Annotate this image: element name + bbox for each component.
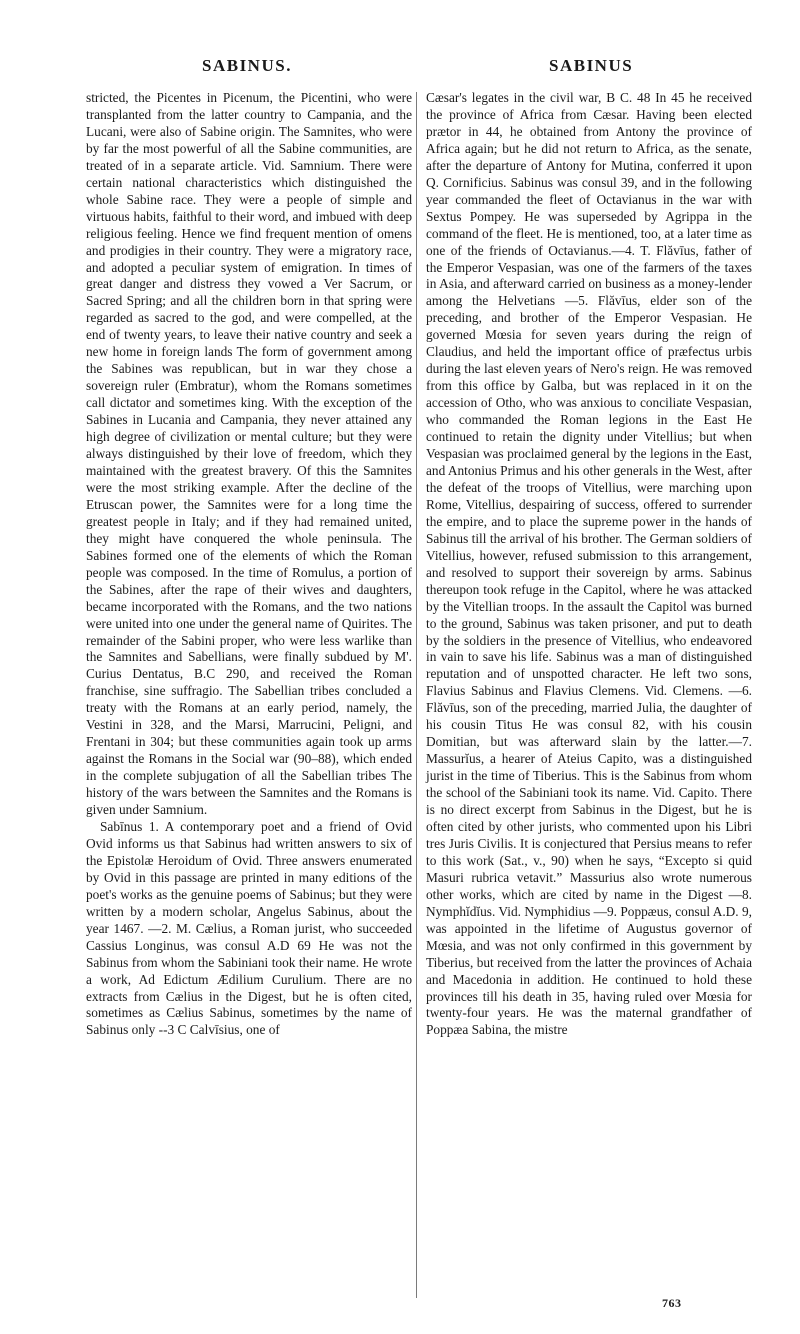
left-column — [86, 90, 412, 1039]
page-number: 763 — [662, 1296, 682, 1310]
running-head-left: SABINUS. — [202, 56, 292, 75]
entry-sabini-continued: stricted, the Picentes in Picenum, the Picentini, who were transplanted from the latter country to Campania, and the Lucani, were also of Sabine origin. The Samnites, who were by far the most powerful of all the Sabine communities, are treated of in a separate article. Vid. Samnium. There were certain national characteristics which distinguished the whole Sabine race. They were a people of simple and virtuous habits, faithful to their word, and imbued with deep religious feeling. Hence we find frequent mention of omens and prodigies in their country. They were a migratory race, and adopted a peculiar system of emigration. In times of great danger and distress they vowed a Ver Sacrum, or Sacred Spring; and all the children born in that spring were regarded as sacred to the god, and were compelled, at the end of twenty years, to leave their native country and seek a new home in foreign lands The form of government among the Sabines was republican, but in war they chose a sovereign ruler (Embratur), whom the Romans sometimes call dictator and sometimes king. With the exception of the Sabines in Lucania and Campania, they never attained any high degree of civilization or mental culture; but they were always distinguished by their love of freedom, which they maintained with the greatest bravery. Of this the Samnites were the most striking example. After the decline of the Etruscan power, the Samnites were for a long time the greatest people in Italy; and if they had remained united, they might have conquered the whole peninsula. The Sabines formed one of the elements of which the Roman people was composed. In the time of Romulus, a portion of the Sabines, after the rape of their wives and daughters, became incorporated with the Romans, and the two nations were united into one under the general name of Quirites. The remainder of the Sabini proper, who were less warlike than the Samnites and Sabellians, were finally subdued by M'. Curius Dentatus, B.C 290, and received the Roman franchise, sine suffragio. The Sabellian tribes concluded a treaty with the Romans at an early period, namely, the Vestini in 328, and the Marsi, Marrucini, Peligni, and Frentani in 304; but these communities again took up arms against the Romans in the Social war (90–88), which ended in the complete subjugation of all the Sabellian tribes The history of the wars between the Samnites and the Romans is given under Samnium. — [86, 90, 412, 818]
entry-sabinus-continued: Cæsar's legates in the civil war, B C. 48 In 45 he received the province of Africa from Cæsar. Having been elected prætor in 44, he obtained from Antony the province of Africa again; but he did not return to Africa, as the senate, after the departure of Antony for Mutina, conferred it upon Q. Cornificius. Sabinus was consul 39, and in the following year commanded the fleet of Octavianus in the war with Sextus Pompey. He was superseded by Agrippa in the command of the fleet. He is mentioned, too, at a later time as one of the friends of Octavianus.—4. T. Flăvīus, father of the Emperor Vespasian, was one of the farmers of the taxes in Asia, and afterward carried on business as a money-lender among the Helvetians —5. Flăvīus, elder son of the preceding, and brother of the Emperor Vespasian. He governed Mœsia for seven years during the reign of Claudius, and held the important office of præfectus urbis during the last eleven years of Nero's reign. He was removed from this office by Galba, but was replaced in it on the accession of Otho, who was anxious to conciliate Vespasian, who commanded the Roman legions in the East He continued to retain the dignity under Vitellius; but when Vespasian was proclaimed general by the legions in the East, and Antonius Primus and his other generals in the West, after the defeat of the troops of Vitellius, were marching upon Rome, Vitellius, despairing of success, offered to surrender the empire, and to place the supreme power in the hands of Sabinus till the arrival of his brother. The German soldiers of Vitellius, however, refused submission to this arrangement, and resolved to support their sovereign by arms. Sabinus thereupon took refuge in the Capitol, where he was attacked by the Vitellian troops. In the assault the Capitol was burned to the ground, Sabinus was taken prisoner, and put to death by the soldiers in the presence of Vitellius, who endeavored in vain to save his life. Sabinus was a man of distinguished reputation and of unspotted character. He left two sons, Flavius Sabinus and Flavius Clemens. Vid. Clemens. —6. Flăvīus, son of the preceding, married Julia, the daughter of his cousin Titus He was consul 82, with his cousin Domitian, but was afterward slain by the latter.—7. Massurĭus, a hearer of Ateius Capito, was a distinguished jurist in the time of Tiberius. This is the Sabinus from whom the school of the Sabiniani took its name. Vid. Capito. There is no direct excerpt from Sabinus in the Digest, but he is often cited by other jurists, who commented upon his Libri tres Juris Civilis. It is conjectured that Persius means to refer to this work (Sat., v., 90) when he says, “Excepto si quid Masuri rubrica vetavit.” Massurius also wrote numerous other works, which are cited by name in the Digest —8. Nymphĭdĭus. Vid. Nymphidius —9. Poppæus, consul A.D. 9, was appointed in the lifetime of Augustus governor of Mœsia, and was not only confirmed in this government by Tiberius, but received from the latter the provinces of Achaia and Macedonia in addition. He continued to hold these provinces till his death in 35, having ruled over Mœsia for twenty-four years. He was the maternal grandfather of Poppæa Sabina, the mistre — [426, 90, 752, 1038]
column-divider — [416, 92, 417, 1298]
running-head-right: SABINUS — [549, 56, 634, 75]
right-column — [426, 90, 752, 1039]
entry-sabinus: Sabīnus 1. A contemporary poet and a friend of Ovid Ovid informs us that Sabinus had written answers to six of the Epistolæ Heroidum of Ovid. Three answers enumerated by Ovid in this passage are printed in many editions of the poet's works as the genuine poems of Sabinus; but they were written by a modern scholar, Angelus Sabinus, about the year 1467. —2. M. Cælius, a Roman jurist, who succeeded Cassius Longinus, was consul A.D 69 He was not the Sabinus from whom the Sabiniani took their name. He wrote a work, Ad Edictum Ædilium Curulium. There are no extracts from Cælius in the Digest, but he is often cited, sometimes as Cælius Sabinus, sometimes by the name of Sabinus only --3 C Calvīsius, one of — [86, 818, 412, 1038]
